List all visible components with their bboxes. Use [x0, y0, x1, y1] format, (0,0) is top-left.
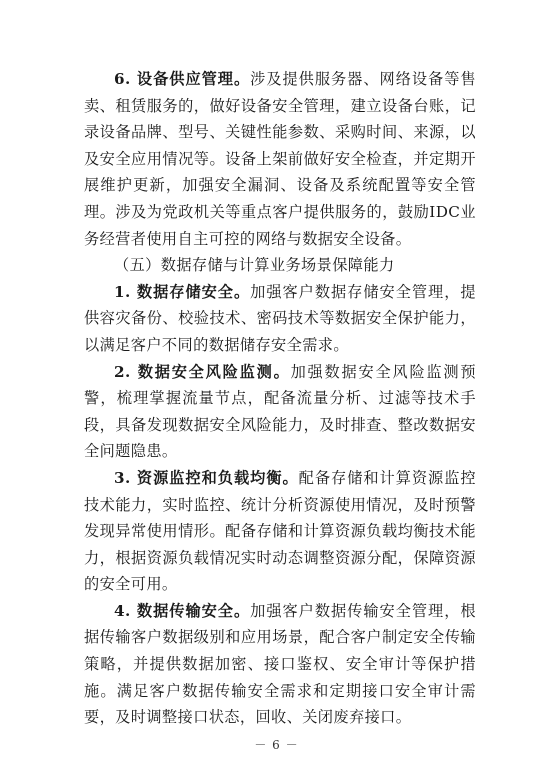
paragraph-lead: 2. 数据安全风险监测。 [114, 362, 291, 381]
paragraph-data-storage [84, 279, 476, 359]
paragraph-equipment-supply [84, 66, 476, 252]
paragraph-text: 加强客户数据存储安全管理，提供容灾备份、校验技术、密码技术等数据安全保护能力，以满足客户不同的数据储存安全需求。 [84, 282, 476, 354]
page-number: － 6 － [254, 738, 299, 752]
section-heading: （五）数据存储与计算业务场景保障能力 [114, 256, 395, 275]
paragraph-resource-monitoring [84, 465, 476, 598]
paragraph-lead: 1. 数据存储安全。 [114, 282, 251, 301]
document-body [84, 66, 476, 731]
paragraph-text: 加强数据安全风险监测预警，梳理掌握流量节点，配备流量分析、过滤等技术手段，具备发现数据安全风险能力，及时排查、整改数据安全问题隐患。 [84, 362, 476, 461]
paragraph-text: 涉及提供服务器、网络设备等售卖、租赁服务的，做好设备安全管理，建立设备台账，记录设备品牌、型号、关键性能参数、采购时间、来源，以及安全应用情况等。设备上架前做好安全检查，并定期开展维护更新，加强安全漏洞、设备及系统配置等安全管理。涉及为党政机关等重点客户提供服务的，鼓励IDC业务经营者使用自主可控的网络与数据安全设备。 [84, 70, 476, 248]
paragraph-lead: 4. 数据传输安全。 [114, 601, 251, 620]
paragraph-risk-monitoring [84, 359, 476, 465]
paragraph-text: 加强客户数据传输安全管理，根据传输客户数据级别和应用场景，配合客户制定安全传输策略，并提供数据加密、接口鉴权、安全审计等保护措施。满足客户数据传输安全需求和定期接口安全审计需要，及时调整接口状态，回收、关闭废弃接口。 [84, 601, 476, 727]
paragraph-data-transmission [84, 598, 476, 731]
paragraph-lead: 3. 资源监控和负载均衡。 [114, 468, 299, 487]
paragraph-lead: 6. 设备供应管理。 [114, 70, 251, 88]
paragraph-text: 配备存储和计算资源监控技术能力，实时监控、统计分析资源使用情况，及时预警发现异常使用情形。配备存储和计算资源负载均衡技术能力，根据资源负载情况实时动态调整资源分配，保障资源的安全可用。 [84, 468, 476, 594]
